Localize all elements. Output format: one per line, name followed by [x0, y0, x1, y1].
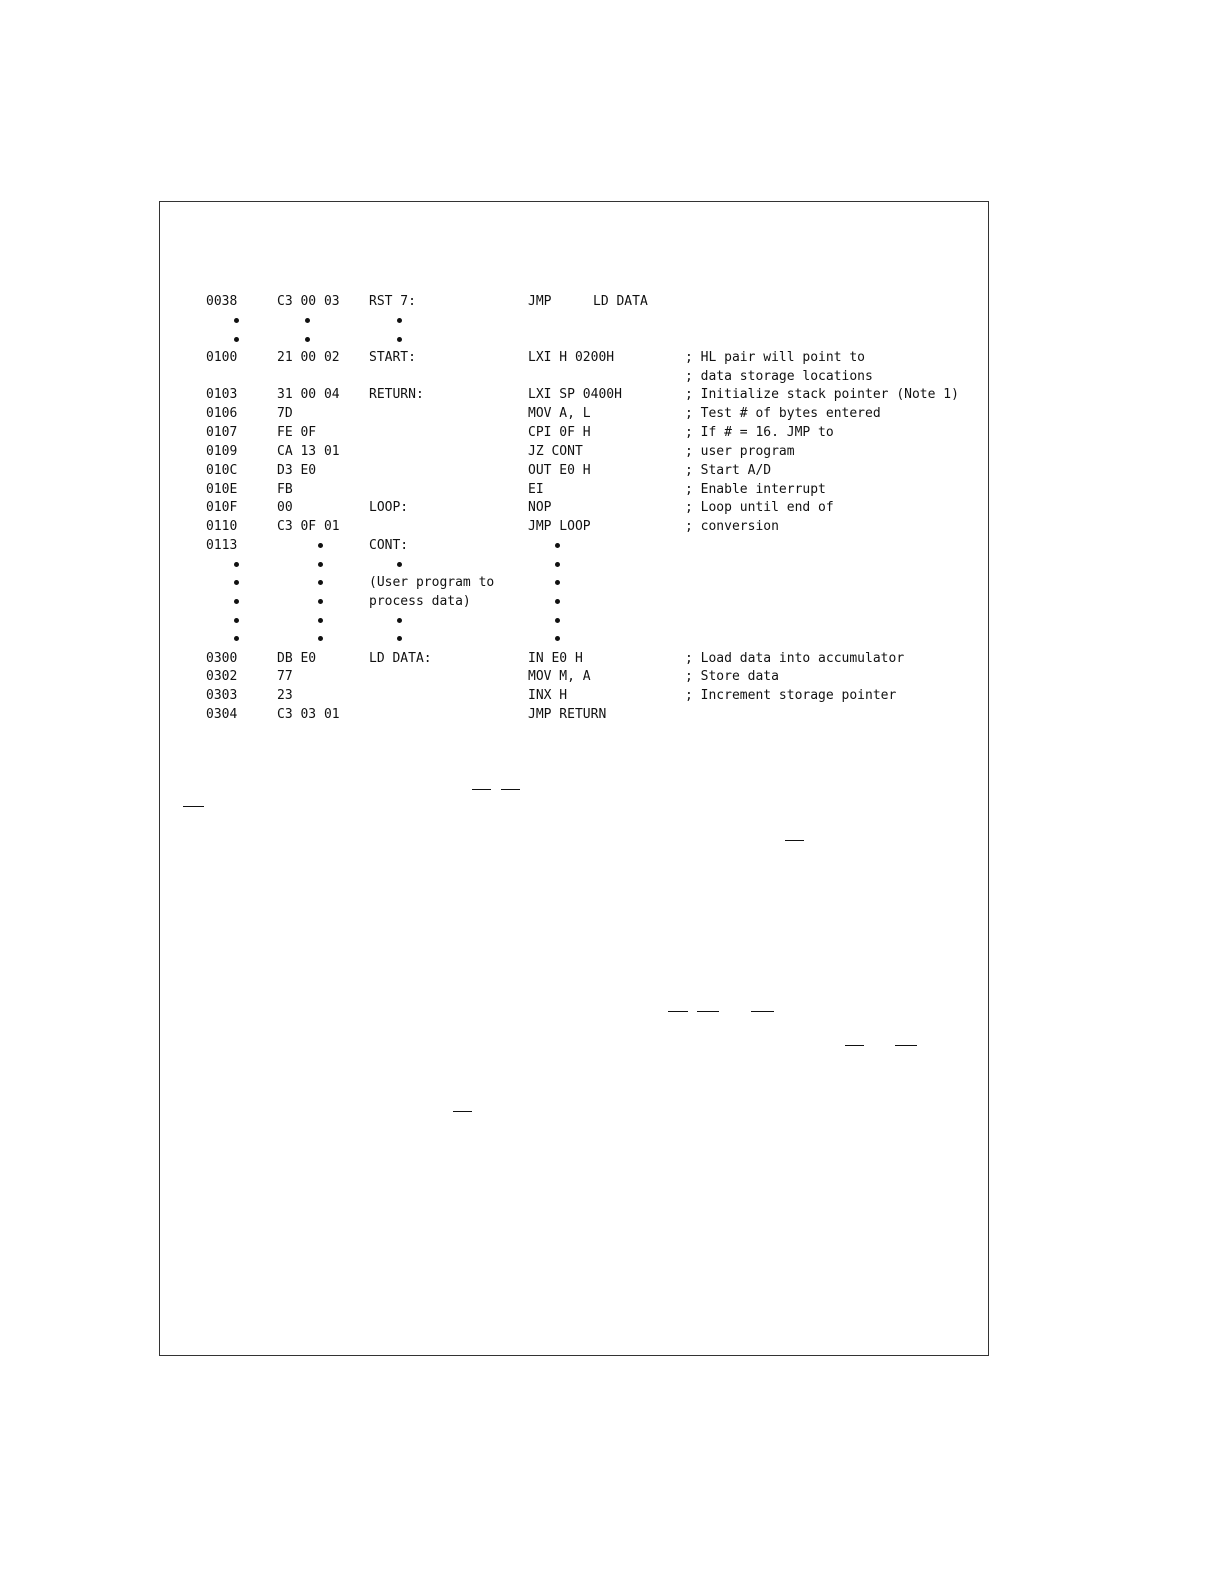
overbar-mark	[501, 789, 520, 790]
instruction: LXI SP 0400H	[528, 387, 622, 402]
instruction: EI	[528, 482, 544, 497]
ellipsis-dot	[305, 337, 310, 342]
instruction: JMP	[528, 294, 552, 309]
object-code: C3 0F 01	[277, 519, 340, 534]
instruction: MOV A, L	[528, 406, 591, 421]
ellipsis-dot	[305, 318, 310, 323]
listing-row-0107	[0, 423, 1224, 442]
instruction: CPI 0F H	[528, 425, 591, 440]
ellipsis-dot	[234, 636, 239, 641]
address: 0304	[206, 707, 238, 722]
instruction: LXI H 0200H	[528, 350, 615, 365]
listing-row-0304	[0, 705, 1224, 724]
ellipsis-dot	[555, 599, 560, 604]
instruction: JZ CONT	[528, 444, 583, 459]
overbar-mark	[453, 1111, 472, 1112]
object-code: C3 00 03	[277, 294, 340, 309]
instruction: JMP RETURN	[528, 707, 607, 722]
object-code: 00	[277, 500, 293, 515]
ellipsis-dot	[397, 318, 402, 323]
instruction: JMP LOOP	[528, 519, 591, 534]
ellipsis-dot	[397, 618, 402, 623]
comment: ; Test # of bytes entered	[685, 406, 881, 421]
ellipsis-dot	[555, 580, 560, 585]
user-program-row	[0, 592, 1224, 611]
ellipsis-dot	[234, 618, 239, 623]
ellipsis-row	[0, 555, 1224, 574]
address: 0113	[206, 538, 238, 553]
overbar-mark	[845, 1045, 864, 1046]
address: 0110	[206, 519, 238, 534]
address: 010C	[206, 463, 238, 478]
ellipsis-dot	[555, 562, 560, 567]
ellipsis-dot	[318, 636, 323, 641]
user-program-note: process data)	[369, 594, 471, 609]
label: LOOP:	[369, 500, 409, 515]
comment: ; Store data	[685, 669, 779, 684]
ellipsis-row	[0, 629, 1224, 648]
overbar-mark	[751, 1011, 774, 1012]
object-code: 31 00 04	[277, 387, 340, 402]
label: RST 7:	[369, 294, 416, 309]
user-program-note: (User program to	[369, 575, 495, 590]
label: START:	[369, 350, 416, 365]
instruction: MOV M, A	[528, 669, 591, 684]
address: 0103	[206, 387, 238, 402]
label: LD DATA:	[369, 651, 432, 666]
listing-row-0103	[0, 385, 1224, 404]
address: 0038	[206, 294, 238, 309]
ellipsis-dot	[234, 580, 239, 585]
object-code: D3 E0	[277, 463, 317, 478]
ellipsis-dot	[397, 636, 402, 641]
listing-row-comment	[0, 367, 1224, 386]
overbar-mark	[785, 840, 804, 841]
comment: ; conversion	[685, 519, 779, 534]
listing-row-0109	[0, 442, 1224, 461]
address: 0303	[206, 688, 238, 703]
comment: ; Load data into accumulator	[685, 651, 905, 666]
user-program-row	[0, 573, 1224, 592]
listing-row-0113	[0, 536, 1224, 555]
comment: ; Increment storage pointer	[685, 688, 897, 703]
listing-row-0100	[0, 348, 1224, 367]
comment: ; HL pair will point to	[685, 350, 866, 365]
comment: ; data storage locations	[685, 369, 873, 384]
address: 0300	[206, 651, 238, 666]
ellipsis-dot	[234, 562, 239, 567]
ellipsis-row	[0, 311, 1224, 330]
label: CONT:	[369, 538, 409, 553]
listing-row-010E	[0, 480, 1224, 499]
operand: LD DATA	[593, 294, 648, 309]
ellipsis-dot	[318, 543, 323, 548]
comment: ; Start A/D	[685, 463, 772, 478]
object-code: 23	[277, 688, 293, 703]
ellipsis-dot	[318, 618, 323, 623]
object-code: 77	[277, 669, 293, 684]
label: RETURN:	[369, 387, 424, 402]
listing-row-0302	[0, 667, 1224, 686]
address: 0106	[206, 406, 238, 421]
listing-row-0038	[0, 292, 1224, 311]
address: 010F	[206, 500, 238, 515]
overbar-mark	[668, 1011, 688, 1012]
ellipsis-dot	[555, 636, 560, 641]
object-code: 7D	[277, 406, 293, 421]
listing-row-0110	[0, 517, 1224, 536]
address: 0100	[206, 350, 238, 365]
comment: ; If # = 16. JMP to	[685, 425, 834, 440]
object-code: DB E0	[277, 651, 317, 666]
instruction: NOP	[528, 500, 552, 515]
ellipsis-dot	[318, 562, 323, 567]
object-code: FE 0F	[277, 425, 317, 440]
object-code: 21 00 02	[277, 350, 340, 365]
overbar-mark	[895, 1045, 917, 1046]
ellipsis-dot	[234, 318, 239, 323]
ellipsis-row	[0, 611, 1224, 630]
instruction: IN E0 H	[528, 651, 583, 666]
address: 0107	[206, 425, 238, 440]
comment: ; Enable interrupt	[685, 482, 826, 497]
ellipsis-dot	[318, 599, 323, 604]
address: 0302	[206, 669, 238, 684]
listing-row-010C	[0, 461, 1224, 480]
overbar-mark	[183, 806, 204, 807]
instruction: INX H	[528, 688, 568, 703]
overbar-mark	[472, 789, 491, 790]
comment: ; user program	[685, 444, 795, 459]
listing-row-0303	[0, 686, 1224, 705]
listing-row-010F	[0, 498, 1224, 517]
address: 0109	[206, 444, 238, 459]
listing-row-0106	[0, 404, 1224, 423]
ellipsis-dot	[318, 580, 323, 585]
ellipsis-dot	[555, 543, 560, 548]
object-code: FB	[277, 482, 293, 497]
address: 010E	[206, 482, 238, 497]
object-code: CA 13 01	[277, 444, 340, 459]
comment: ; Initialize stack pointer (Note 1)	[685, 387, 959, 402]
instruction: OUT E0 H	[528, 463, 591, 478]
object-code: C3 03 01	[277, 707, 340, 722]
ellipsis-dot	[555, 618, 560, 623]
ellipsis-row	[0, 330, 1224, 349]
listing-row-0300	[0, 649, 1224, 668]
ellipsis-dot	[397, 337, 402, 342]
comment: ; Loop until end of	[685, 500, 834, 515]
ellipsis-dot	[397, 562, 402, 567]
ellipsis-dot	[234, 599, 239, 604]
ellipsis-dot	[234, 337, 239, 342]
overbar-mark	[697, 1011, 719, 1012]
